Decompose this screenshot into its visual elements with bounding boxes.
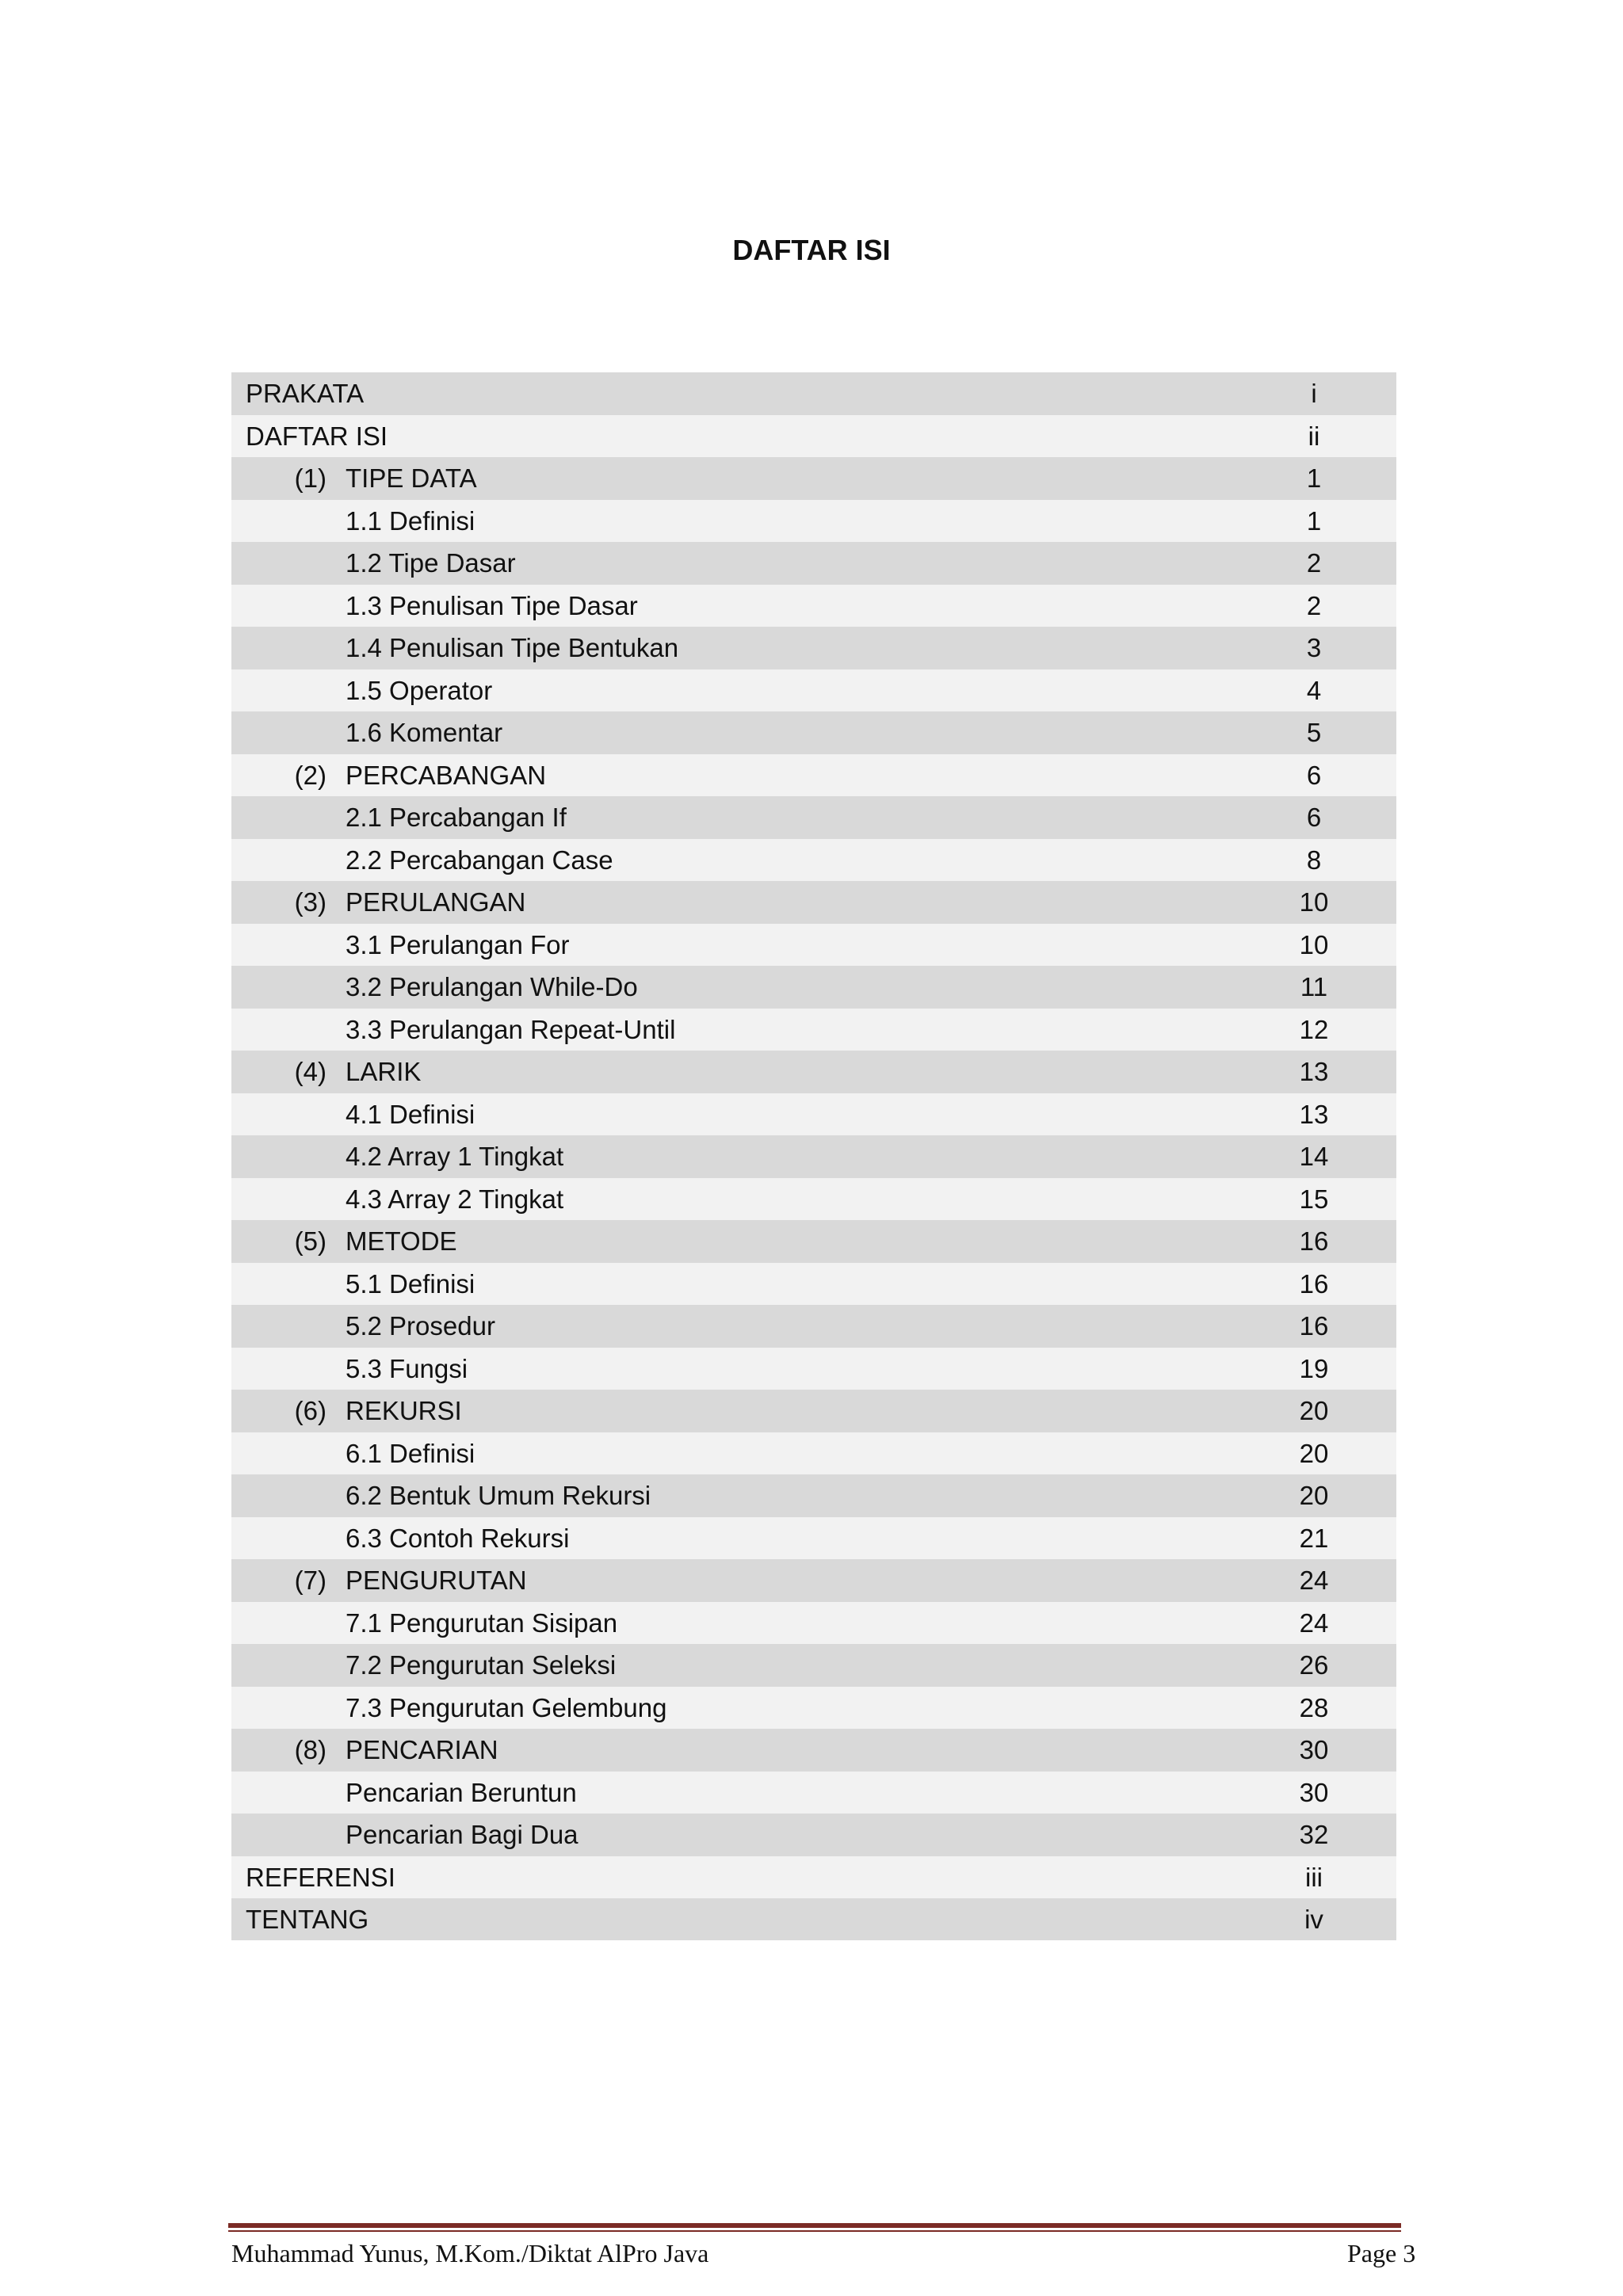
toc-row-section xyxy=(231,1772,1396,1814)
footer-page-number: Page 3 xyxy=(1347,2239,1416,2267)
toc-page-number: 20 xyxy=(1299,1438,1329,1468)
toc-row-chapter xyxy=(231,457,1396,500)
toc-page-number: 24 xyxy=(1299,1608,1329,1638)
toc-page-number: 32 xyxy=(1299,1820,1329,1849)
toc-entry-label: METODE xyxy=(346,1226,457,1256)
toc-row-section xyxy=(231,1814,1396,1856)
toc-page-number: 26 xyxy=(1299,1650,1329,1680)
toc-row-section xyxy=(231,542,1396,585)
toc-row-section xyxy=(231,839,1396,882)
toc-entry-label: TENTANG xyxy=(246,1905,369,1934)
toc-entry-label: 4.1 Definisi xyxy=(346,1099,475,1129)
toc-chapter-number: (8) xyxy=(294,1735,327,1764)
toc-page-number: 6 xyxy=(1306,803,1322,832)
toc-page-number: 13 xyxy=(1299,1057,1329,1086)
toc-entry-label: 5.1 Definisi xyxy=(346,1268,475,1299)
toc-entry-label: 1.4 Penulisan Tipe Bentukan xyxy=(346,633,679,662)
toc-entry-label: 6.1 Definisi xyxy=(346,1438,475,1468)
toc-row-section xyxy=(231,1263,1396,1306)
toc-page-number: 14 xyxy=(1299,1142,1329,1171)
toc-row-chapter xyxy=(231,1051,1396,1093)
toc-row-section xyxy=(231,669,1396,712)
toc-row-section xyxy=(231,796,1396,839)
toc-row-section xyxy=(231,1687,1396,1730)
toc-entry-label: DAFTAR ISI xyxy=(246,421,388,451)
page-title: DAFTAR ISI xyxy=(732,234,891,266)
toc-entry-label: REKURSI xyxy=(346,1396,462,1425)
footer-rule xyxy=(228,2223,1401,2228)
toc-entry-label: 2.1 Percabangan If xyxy=(346,803,567,832)
table-of-contents xyxy=(231,372,1396,1940)
toc-page-number: 4 xyxy=(1306,675,1322,705)
toc-chapter-number: (1) xyxy=(294,463,327,493)
footer-rule-thin xyxy=(228,2230,1401,2232)
toc-row-chapter xyxy=(231,1559,1396,1602)
toc-row-section xyxy=(231,1305,1396,1348)
toc-page-number: 24 xyxy=(1299,1566,1329,1595)
toc-entry-label: 1.6 Komentar xyxy=(346,718,503,747)
toc-page-number: 12 xyxy=(1299,1014,1329,1044)
toc-page-number: i xyxy=(1311,379,1317,408)
toc-page-number: 30 xyxy=(1299,1735,1329,1764)
toc-row-section xyxy=(231,1178,1396,1221)
toc-page-number: 2 xyxy=(1306,590,1322,620)
toc-page-number: 16 xyxy=(1299,1226,1329,1256)
toc-row-section xyxy=(231,1602,1396,1645)
toc-entry-label: PRAKATA xyxy=(246,379,365,408)
toc-page-number: 16 xyxy=(1299,1268,1329,1299)
toc-page-number: 20 xyxy=(1299,1396,1329,1425)
toc-row-section xyxy=(231,1135,1396,1178)
toc-row-section xyxy=(231,924,1396,967)
toc-entry-label: 4.3 Array 2 Tingkat xyxy=(346,1184,564,1214)
toc-row-chapter xyxy=(231,1390,1396,1432)
toc-entry-label: TIPE DATA xyxy=(346,463,477,493)
toc-row-section xyxy=(231,1093,1396,1136)
toc-page-number: 19 xyxy=(1299,1353,1329,1383)
toc-page-number: 28 xyxy=(1299,1692,1329,1722)
toc-chapter-number: (3) xyxy=(294,887,327,917)
toc-entry-label: 7.1 Pengurutan Sisipan xyxy=(346,1608,618,1638)
toc-entry-label: Pencarian Bagi Dua xyxy=(346,1820,579,1849)
toc-entry-label: PENCARIAN xyxy=(346,1735,498,1764)
toc-entry-label: 7.3 Pengurutan Gelembung xyxy=(346,1692,667,1722)
toc-entry-label: 1.1 Definisi xyxy=(346,505,475,536)
toc-row-section xyxy=(231,627,1396,669)
toc-chapter-number: (2) xyxy=(294,760,327,790)
toc-row-chapter xyxy=(231,1729,1396,1772)
toc-entry-label: 5.3 Fungsi xyxy=(346,1353,468,1383)
toc-page-number: iv xyxy=(1304,1905,1323,1934)
toc-entry-label: 7.2 Pengurutan Seleksi xyxy=(346,1650,617,1680)
toc-page-number: 20 xyxy=(1299,1481,1329,1510)
toc-entry-label: 6.2 Bentuk Umum Rekursi xyxy=(346,1481,651,1510)
toc-row-section xyxy=(231,585,1396,627)
toc-entry-label: 3.2 Perulangan While-Do xyxy=(346,972,638,1001)
toc-row-front xyxy=(231,415,1396,458)
toc-entry-label: 1.3 Penulisan Tipe Dasar xyxy=(346,590,638,620)
toc-entry-label: 5.2 Prosedur xyxy=(346,1311,495,1341)
toc-page-number: 2 xyxy=(1306,548,1322,578)
toc-page-number: 3 xyxy=(1306,633,1322,662)
toc-row-section xyxy=(231,1348,1396,1390)
toc-page-number: 16 xyxy=(1299,1311,1329,1341)
toc-entry-label: 6.3 Contoh Rekursi xyxy=(346,1523,570,1553)
toc-entry-label: PERCABANGAN xyxy=(346,760,547,790)
toc-row-chapter xyxy=(231,754,1396,797)
toc-page-number: 5 xyxy=(1306,718,1322,747)
toc-row-front xyxy=(231,1898,1396,1940)
toc-page-number: 8 xyxy=(1306,845,1322,875)
toc-row-section xyxy=(231,1517,1396,1560)
toc-page-number: 30 xyxy=(1299,1777,1329,1807)
toc-row-section xyxy=(231,1644,1396,1687)
toc-page-number: 13 xyxy=(1299,1099,1329,1129)
toc-row-chapter xyxy=(231,1220,1396,1263)
toc-chapter-number: (6) xyxy=(294,1396,327,1425)
toc-entry-label: 1.5 Operator xyxy=(346,675,493,705)
toc-row-front xyxy=(231,1856,1396,1899)
toc-row-section xyxy=(231,711,1396,754)
toc-page-number: 1 xyxy=(1306,505,1322,536)
toc-entry-label: LARIK xyxy=(346,1057,422,1086)
toc-page-number: 6 xyxy=(1306,760,1322,790)
toc-page-number: iii xyxy=(1305,1862,1323,1892)
toc-entry-label: 1.2 Tipe Dasar xyxy=(346,548,516,578)
toc-chapter-number: (7) xyxy=(294,1566,327,1595)
toc-row-section xyxy=(231,1474,1396,1517)
toc-page-number: 11 xyxy=(1300,972,1328,1001)
toc-page-number: 21 xyxy=(1299,1523,1329,1553)
toc-row-section xyxy=(231,1432,1396,1475)
toc-row-front xyxy=(231,372,1396,415)
toc-chapter-number: (4) xyxy=(294,1057,327,1086)
toc-entry-label: 4.2 Array 1 Tingkat xyxy=(346,1142,564,1171)
toc-page-number: ii xyxy=(1308,421,1320,451)
toc-page-number: 15 xyxy=(1299,1184,1329,1214)
toc-page-number: 1 xyxy=(1306,463,1322,493)
toc-entry-label: 3.1 Perulangan For xyxy=(346,929,570,959)
toc-entry-label: Pencarian Beruntun xyxy=(346,1777,577,1807)
toc-row-section xyxy=(231,1009,1396,1051)
toc-entry-label: 3.3 Perulangan Repeat-Until xyxy=(346,1014,676,1044)
toc-row-section xyxy=(231,500,1396,543)
toc-entry-label: PERULANGAN xyxy=(346,887,526,917)
toc-chapter-number: (5) xyxy=(294,1226,327,1256)
toc-row-section xyxy=(231,966,1396,1009)
toc-entry-label: 2.2 Percabangan Case xyxy=(346,845,613,875)
footer-author: Muhammad Yunus, M.Kom./Diktat AlPro Java xyxy=(231,2239,709,2267)
toc-page-number: 10 xyxy=(1299,929,1329,959)
toc-entry-label: PENGURUTAN xyxy=(346,1566,527,1595)
toc-page-number: 10 xyxy=(1299,887,1329,917)
toc-row-chapter xyxy=(231,881,1396,924)
toc-entry-label: REFERENSI xyxy=(246,1862,395,1892)
